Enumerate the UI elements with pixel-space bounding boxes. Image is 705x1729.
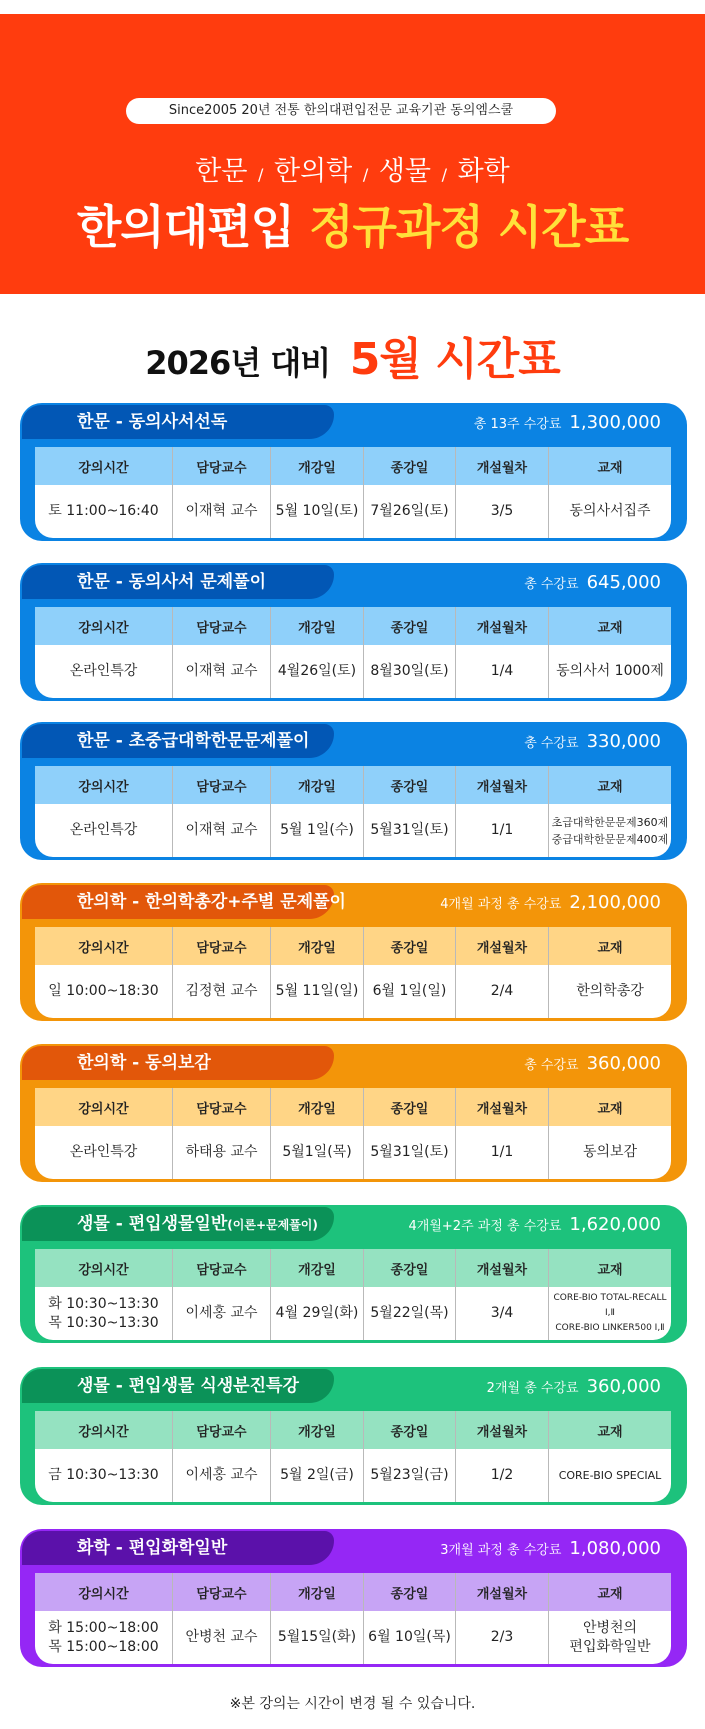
course-header-bar [20, 1367, 687, 1407]
table-cell: 5월 10일(토) [271, 485, 364, 538]
table-cell: 금 10:30~13:30 [35, 1449, 173, 1502]
schedule-table [35, 607, 671, 698]
fee-amount: 1,080,000 [569, 1538, 661, 1559]
table-cell: 화 15:00~18:00 목 15:00~18:00 [35, 1611, 173, 1664]
subject-separator: / [258, 165, 264, 184]
subject-separator: / [441, 165, 447, 184]
table-cell: 5월1일(목) [271, 1126, 364, 1179]
table-cell: 이세홍 교수 [173, 1287, 271, 1340]
fee-label: 총 13주 수강료 [473, 417, 562, 432]
fee-amount: 645,000 [586, 572, 661, 593]
column-header: 개설월차 [456, 927, 549, 965]
column-header: 교재 [597, 1424, 623, 1440]
course-card [20, 403, 687, 541]
column-header: 개설월차 [456, 1411, 549, 1449]
table-cell: 6월 10일(목) [364, 1611, 456, 1664]
column-header: 강의시간 [35, 607, 173, 645]
fee-amount: 2,100,000 [569, 892, 661, 913]
table-cell: 온라인특강 [35, 1126, 173, 1179]
table-row [35, 804, 671, 857]
hero-banner [0, 14, 705, 294]
table-cell: 이재혁 교수 [173, 485, 271, 538]
fee-amount: 330,000 [586, 731, 661, 752]
table-header-row [35, 1573, 671, 1611]
table-cell: 일 10:00~18:30 [35, 965, 173, 1018]
course-header-bar [20, 563, 687, 603]
schedule-table [35, 1088, 671, 1179]
fee-amount: 360,000 [586, 1053, 661, 1074]
course-title [22, 1531, 334, 1565]
course-card [20, 1044, 687, 1182]
table-header-row [35, 1411, 671, 1449]
course-header-bar [20, 403, 687, 443]
table-cell: 안병천 교수 [173, 1611, 271, 1664]
column-header: 종강일 [364, 1249, 456, 1287]
page-title [0, 199, 705, 255]
table-header-row [35, 927, 671, 965]
course-fee [440, 1535, 661, 1565]
fee-label: 4개월 과정 총 수강료 [440, 897, 562, 912]
column-header: 교재 [597, 620, 623, 636]
course-card [20, 1205, 687, 1343]
table-cell: 5월15일(화) [271, 1611, 364, 1664]
month-heading-month: 5월 시간표 [349, 334, 560, 385]
title-white: 한의대편입 [76, 200, 295, 254]
course-card [20, 722, 687, 860]
table-cell: 이세홍 교수 [173, 1449, 271, 1502]
course-title-text: 한의학 - 한의학총강+주별 문제풀이 [77, 892, 346, 912]
column-header: 담당교수 [173, 607, 271, 645]
subject-label: 한문 [195, 156, 248, 187]
table-cell: 5월23일(금) [364, 1449, 456, 1502]
course-title-text: 한문 - 동의사서선독 [77, 412, 228, 432]
table-cell: 8월30일(토) [364, 645, 456, 698]
schedule-table [35, 1249, 671, 1340]
table-cell: 3/5 [456, 485, 549, 538]
table-row [35, 1287, 671, 1340]
column-header: 교재 [597, 1586, 623, 1602]
column-header: 강의시간 [35, 1088, 173, 1126]
course-header-bar [20, 722, 687, 762]
column-header: 강의시간 [35, 447, 173, 485]
table-cell: 4월26일(토) [271, 645, 364, 698]
column-header: 개설월차 [456, 766, 549, 804]
column-header: 종강일 [364, 927, 456, 965]
course-title [22, 1046, 334, 1080]
table-cell: 하태용 교수 [173, 1126, 271, 1179]
subject-list [0, 154, 705, 193]
column-header: 담당교수 [173, 447, 271, 485]
table-row [35, 1126, 671, 1179]
month-heading [0, 330, 705, 399]
table-cell: 1/1 [456, 1126, 549, 1179]
course-title [22, 1207, 334, 1241]
subject-separator: / [362, 165, 369, 184]
table-cell: 동의사서 1000제 [556, 663, 664, 679]
column-header: 종강일 [364, 607, 456, 645]
column-header: 개설월차 [456, 447, 549, 485]
table-row [35, 645, 671, 698]
column-header: 종강일 [364, 1088, 456, 1126]
subject-label: 화학 [457, 156, 510, 187]
table-row [35, 485, 671, 538]
subject-label: 한의학 [274, 156, 353, 187]
course-title-text: 한의학 - 동의보감 [77, 1053, 211, 1073]
table-cell: 화 10:30~13:30 목 10:30~13:30 [35, 1287, 173, 1340]
month-heading-prep: 2026년 대비 [145, 344, 331, 382]
subject-label: 생물 [378, 156, 431, 187]
table-cell: 5월 2일(금) [271, 1449, 364, 1502]
table-cell: CORE-BIO TOTAL-RECALL Ⅰ,Ⅱ CORE-BIO LINKER500 Ⅰ,Ⅱ [553, 1293, 667, 1333]
schedule-table [35, 766, 671, 857]
course-header-bar [20, 1205, 687, 1245]
table-cell: 한의학총강 [576, 983, 644, 999]
column-header: 종강일 [364, 766, 456, 804]
column-header: 개강일 [271, 1249, 364, 1287]
course-title-text: 생물 - 편입생물 식생분진특강 [77, 1376, 299, 1396]
fee-amount: 1,300,000 [569, 412, 661, 433]
column-header: 개강일 [271, 447, 364, 485]
course-header-bar [20, 1044, 687, 1084]
table-cell: 이재혁 교수 [173, 645, 271, 698]
column-header: 강의시간 [35, 766, 173, 804]
table-cell: 5월 1일(수) [271, 804, 364, 857]
course-title-text: 한문 - 동의사서 문제풀이 [77, 572, 267, 592]
table-cell: 3/4 [456, 1287, 549, 1340]
table-cell: 이재혁 교수 [173, 804, 271, 857]
table-row [35, 965, 671, 1018]
column-header: 담당교수 [173, 1573, 271, 1611]
column-header: 담당교수 [173, 1411, 271, 1449]
since-badge: Since2005 20년 전통 한의대편입전문 교육기관 동의엠스쿨 [126, 98, 556, 124]
column-header: 담당교수 [173, 1249, 271, 1287]
column-header: 교재 [597, 1101, 623, 1117]
course-fee [524, 728, 661, 758]
course-card [20, 563, 687, 701]
column-header: 개강일 [271, 607, 364, 645]
table-cell: CORE-BIO SPECIAL [558, 1469, 662, 1482]
fee-label: 총 수강료 [524, 577, 579, 592]
column-header: 강의시간 [35, 927, 173, 965]
course-card [20, 883, 687, 1021]
schedule-table [35, 927, 671, 1018]
column-header: 교재 [597, 940, 623, 956]
column-header: 종강일 [364, 1573, 456, 1611]
course-fee [487, 1373, 661, 1403]
table-header-row [35, 607, 671, 645]
column-header: 강의시간 [35, 1573, 173, 1611]
schedule-table [35, 447, 671, 538]
table-cell: 초급대학한문문제360제 중급대학한문문제400제 [551, 815, 669, 846]
course-title [22, 565, 334, 599]
schedule-table [35, 1573, 671, 1664]
column-header: 개강일 [271, 927, 364, 965]
column-header: 개강일 [271, 1088, 364, 1126]
table-header-row [35, 1249, 671, 1287]
table-cell: 6월 1일(일) [364, 965, 456, 1018]
table-cell: 7월26일(토) [364, 485, 456, 538]
fee-label: 3개월 과정 총 수강료 [440, 1543, 562, 1558]
course-fee [524, 1050, 661, 1080]
column-header: 개설월차 [456, 1088, 549, 1126]
table-header-row [35, 766, 671, 804]
column-header: 종강일 [364, 447, 456, 485]
table-cell: 온라인특강 [35, 645, 173, 698]
table-cell: 1/4 [456, 645, 549, 698]
schedule-table [35, 1411, 671, 1502]
table-cell: 안병천의 편입화학일반 [569, 1619, 651, 1655]
table-cell: 5월31일(토) [364, 804, 456, 857]
title-highlight: 정규과정 시간표 [309, 200, 629, 254]
column-header: 개강일 [271, 1573, 364, 1611]
table-cell: 4월 29일(화) [271, 1287, 364, 1340]
column-header: 개설월차 [456, 1573, 549, 1611]
course-fee [474, 409, 661, 439]
fee-amount: 1,620,000 [569, 1214, 661, 1235]
fee-label: 총 수강료 [524, 736, 579, 751]
course-fee [440, 889, 661, 919]
column-header: 강의시간 [35, 1411, 173, 1449]
column-header: 담당교수 [173, 766, 271, 804]
table-cell: 2/4 [456, 965, 549, 1018]
table-cell: 5월31일(토) [364, 1126, 456, 1179]
course-header-bar [20, 883, 687, 923]
course-title [22, 1369, 334, 1403]
table-row [35, 1611, 671, 1664]
column-header: 종강일 [364, 1411, 456, 1449]
column-header: 개강일 [271, 1411, 364, 1449]
table-cell: 5월 11일(일) [271, 965, 364, 1018]
table-header-row [35, 447, 671, 485]
column-header: 담당교수 [173, 927, 271, 965]
course-card [20, 1529, 687, 1667]
course-header-bar [20, 1529, 687, 1569]
table-cell: 온라인특강 [35, 804, 173, 857]
footnote: ※본 강의는 시간이 변경 될 수 있습니다. [229, 1696, 476, 1712]
table-cell: 동의보감 [582, 1144, 638, 1160]
fee-label: 총 수강료 [524, 1058, 579, 1073]
column-header: 개설월차 [456, 607, 549, 645]
course-title [22, 885, 346, 919]
table-cell: 1/2 [456, 1449, 549, 1502]
course-title-text: 화학 - 편입화학일반 [77, 1538, 228, 1558]
column-header: 교재 [597, 779, 623, 795]
fee-label: 4개월+2주 과정 총 수강료 [408, 1219, 562, 1234]
course-title [22, 405, 334, 439]
column-header: 개설월차 [456, 1249, 549, 1287]
column-header: 교재 [597, 1262, 623, 1278]
course-fee [524, 569, 661, 599]
course-title-text: 생물 - 편입생물일반 [77, 1214, 228, 1234]
course-title-note: (이론+문제풀이) [227, 1218, 318, 1232]
table-cell: 2/3 [456, 1611, 549, 1664]
table-header-row [35, 1088, 671, 1126]
table-cell: 토 11:00~16:40 [35, 485, 173, 538]
table-row [35, 1449, 671, 1502]
column-header: 담당교수 [173, 1088, 271, 1126]
course-fee [409, 1211, 661, 1241]
fee-amount: 360,000 [586, 1376, 661, 1397]
table-cell: 동의사서집주 [569, 503, 651, 519]
fee-label: 2개월 총 수강료 [486, 1381, 579, 1396]
course-title-text: 한문 - 초중급대학한문문제풀이 [77, 731, 310, 751]
column-header: 강의시간 [35, 1249, 173, 1287]
column-header: 교재 [597, 460, 623, 476]
table-cell: 1/1 [456, 804, 549, 857]
column-header: 개강일 [271, 766, 364, 804]
table-cell: 5월22일(목) [364, 1287, 456, 1340]
course-card [20, 1367, 687, 1505]
table-cell: 김정현 교수 [173, 965, 271, 1018]
course-title [22, 724, 334, 758]
